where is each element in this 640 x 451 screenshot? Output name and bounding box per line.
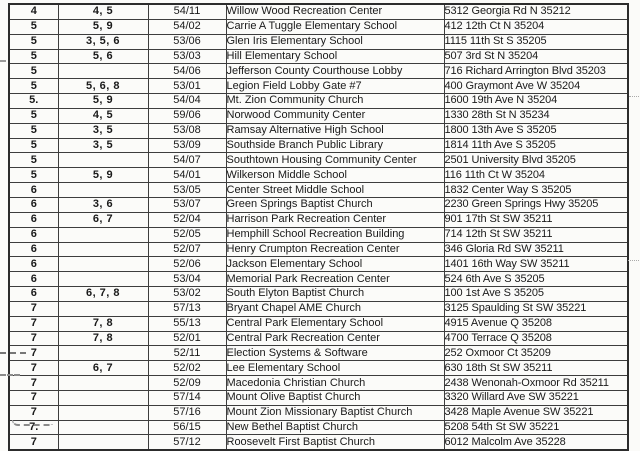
cell-subdistrict-numbers: 4, 5: [58, 108, 148, 123]
cell-district-number: 7: [9, 331, 58, 346]
scan-artifact: [0, 60, 6, 62]
cell-location-name: Hill Elementary School: [226, 49, 444, 64]
cell-district-number: 5: [9, 153, 58, 168]
scan-artifact: [628, 260, 639, 261]
cell-location-name: Jackson Elementary School: [226, 257, 444, 272]
cell-subdistrict-numbers: [58, 390, 148, 405]
cell-precinct-code: 52/11: [148, 346, 226, 361]
cell-district-number: 5: [9, 19, 58, 34]
cell-district-number: 5: [9, 34, 58, 49]
cell-address: 252 Oxmoor Ct 35209: [444, 346, 628, 361]
cell-subdistrict-numbers: [58, 242, 148, 257]
cell-address: 3125 Spaulding St SW 35221: [444, 301, 628, 316]
cell-location-name: Southtown Housing Community Center: [226, 153, 444, 168]
table-row: [9, 108, 628, 123]
scan-artifact: [12, 420, 53, 426]
cell-precinct-code: 57/13: [148, 301, 226, 316]
cell-subdistrict-numbers: 5, 9: [58, 94, 148, 109]
cell-subdistrict-numbers: 7, 8: [58, 316, 148, 331]
cell-address: 1115 11th St S 35205: [444, 34, 628, 49]
cell-district-number: 7: [9, 316, 58, 331]
cell-precinct-code: 57/16: [148, 405, 226, 420]
cell-subdistrict-numbers: 5, 9: [58, 168, 148, 183]
cell-precinct-code: 59/06: [148, 108, 226, 123]
cell-address: 3320 Willard Ave SW 35221: [444, 390, 628, 405]
cell-subdistrict-numbers: [58, 435, 148, 450]
cell-subdistrict-numbers: 5, 6: [58, 49, 148, 64]
cell-subdistrict-numbers: [58, 346, 148, 361]
cell-location-name: Legion Field Lobby Gate #7: [226, 79, 444, 94]
table-row: [9, 197, 628, 212]
cell-location-name: Macedonia Christian Church: [226, 376, 444, 391]
cell-subdistrict-numbers: 3, 5, 6: [58, 34, 148, 49]
cell-address: 1330 28th St N 35234: [444, 108, 628, 123]
cell-location-name: Henry Crumpton Recreation Center: [226, 242, 444, 257]
cell-address: 5208 54th St SW 35221: [444, 420, 628, 435]
cell-precinct-code: 52/09: [148, 376, 226, 391]
cell-location-name: Willow Wood Recreation Center: [226, 4, 444, 19]
cell-precinct-code: 52/02: [148, 361, 226, 376]
cell-subdistrict-numbers: [58, 153, 148, 168]
cell-location-name: Central Park Elementary School: [226, 316, 444, 331]
cell-address: 6012 Malcolm Ave 35228: [444, 435, 628, 450]
cell-location-name: Norwood Community Center: [226, 108, 444, 123]
cell-location-name: Center Street Middle School: [226, 183, 444, 198]
cell-precinct-code: 52/06: [148, 257, 226, 272]
cell-address: 1832 Center Way S 35205: [444, 183, 628, 198]
cell-address: 2230 Green Springs Hwy 35205: [444, 197, 628, 212]
cell-subdistrict-numbers: 3, 6: [58, 197, 148, 212]
cell-district-number: 4: [9, 4, 58, 19]
cell-address: 3428 Maple Avenue SW 35221: [444, 405, 628, 420]
cell-district-number: 5.: [9, 94, 58, 109]
table-row: [9, 4, 628, 19]
cell-precinct-code: 53/03: [148, 49, 226, 64]
cell-address: 4915 Avenue Q 35208: [444, 316, 628, 331]
cell-precinct-code: 53/04: [148, 272, 226, 287]
cell-location-name: Mount Olive Baptist Church: [226, 390, 444, 405]
table-row: [9, 361, 628, 376]
cell-subdistrict-numbers: [58, 257, 148, 272]
cell-address: 5312 Georgia Rd N 35212: [444, 4, 628, 19]
cell-precinct-code: 56/15: [148, 420, 226, 435]
cell-address: 714 12th St SW 35211: [444, 227, 628, 242]
cell-subdistrict-numbers: [58, 376, 148, 391]
cell-address: 1600 19th Ave N 35204: [444, 94, 628, 109]
cell-address: 507 3rd St N 35204: [444, 49, 628, 64]
cell-subdistrict-numbers: [58, 64, 148, 79]
cell-location-name: New Bethel Baptist Church: [226, 420, 444, 435]
table-row: [9, 376, 628, 391]
cell-district-number: 6: [9, 183, 58, 198]
table-row: [9, 346, 628, 361]
table-row: [9, 94, 628, 109]
cell-precinct-code: 53/06: [148, 34, 226, 49]
table-row: [9, 49, 628, 64]
cell-location-name: Mount Zion Missionary Baptist Church: [226, 405, 444, 420]
cell-precinct-code: 52/05: [148, 227, 226, 242]
table-row: [9, 287, 628, 302]
cell-address: 524 6th Ave S 35205: [444, 272, 628, 287]
scan-artifact: [0, 374, 20, 376]
cell-district-number: 6: [9, 242, 58, 257]
cell-address: 4700 Terrace Q 35208: [444, 331, 628, 346]
cell-address: 1401 16th Way SW 35211: [444, 257, 628, 272]
cell-address: 346 Gloria Rd SW 35211: [444, 242, 628, 257]
cell-location-name: Glen Iris Elementary School: [226, 34, 444, 49]
cell-location-name: Green Springs Baptist Church: [226, 197, 444, 212]
cell-precinct-code: 52/01: [148, 331, 226, 346]
cell-subdistrict-numbers: [58, 227, 148, 242]
table-row: [9, 212, 628, 227]
cell-precinct-code: 52/07: [148, 242, 226, 257]
cell-location-name: Central Park Recreation Center: [226, 331, 444, 346]
cell-address: 716 Richard Arrington Blvd 35203: [444, 64, 628, 79]
cell-location-name: Lee Elementary School: [226, 361, 444, 376]
cell-subdistrict-numbers: 3, 5: [58, 123, 148, 138]
cell-subdistrict-numbers: 6, 7: [58, 212, 148, 227]
cell-district-number: 6: [9, 197, 58, 212]
table-row: [9, 435, 628, 450]
cell-district-number: 5: [9, 123, 58, 138]
table-row: [9, 79, 628, 94]
cell-precinct-code: 54/04: [148, 94, 226, 109]
cell-subdistrict-numbers: 7, 8: [58, 331, 148, 346]
cell-district-number: 6: [9, 272, 58, 287]
table-row: [9, 420, 628, 435]
cell-location-name: Bryant Chapel AME Church: [226, 301, 444, 316]
cell-location-name: Southside Branch Public Library: [226, 138, 444, 153]
scan-artifact: [629, 96, 639, 97]
table-row: [9, 168, 628, 183]
cell-district-number: 6: [9, 257, 58, 272]
cell-district-number: 5: [9, 108, 58, 123]
table-row: [9, 316, 628, 331]
cell-subdistrict-numbers: [58, 301, 148, 316]
cell-precinct-code: 53/02: [148, 287, 226, 302]
cell-district-number: 7.: [9, 420, 58, 435]
cell-district-number: 7: [9, 301, 58, 316]
cell-district-number: 6: [9, 287, 58, 302]
cell-subdistrict-numbers: 5, 6, 8: [58, 79, 148, 94]
cell-precinct-code: 53/01: [148, 79, 226, 94]
cell-address: 901 17th St SW 35211: [444, 212, 628, 227]
cell-location-name: Mt. Zion Community Church: [226, 94, 444, 109]
cell-district-number: 6: [9, 212, 58, 227]
table-row: [9, 331, 628, 346]
cell-precinct-code: 53/05: [148, 183, 226, 198]
table-row: [9, 227, 628, 242]
cell-district-number: 7: [9, 376, 58, 391]
cell-precinct-code: 57/12: [148, 435, 226, 450]
cell-address: 2438 Wenonah-Oxmoor Rd 35211: [444, 376, 628, 391]
cell-subdistrict-numbers: 6, 7: [58, 361, 148, 376]
table-body: [9, 4, 628, 450]
cell-subdistrict-numbers: [58, 183, 148, 198]
table-row: [9, 242, 628, 257]
cell-subdistrict-numbers: 3, 5: [58, 138, 148, 153]
cell-location-name: Election Systems & Software: [226, 346, 444, 361]
cell-precinct-code: 53/07: [148, 197, 226, 212]
table-row: [9, 64, 628, 79]
cell-district-number: 6: [9, 227, 58, 242]
cell-precinct-code: 54/02: [148, 19, 226, 34]
cell-subdistrict-numbers: 4, 5: [58, 4, 148, 19]
table-row: [9, 153, 628, 168]
cell-address: 116 11th Ct W 35204: [444, 168, 628, 183]
cell-location-name: Harrison Park Recreation Center: [226, 212, 444, 227]
cell-district-number: 5: [9, 138, 58, 153]
cell-subdistrict-numbers: [58, 272, 148, 287]
cell-address: 2501 University Blvd 35205: [444, 153, 628, 168]
cell-address: 1800 13th Ave S 35205: [444, 123, 628, 138]
cell-subdistrict-numbers: [58, 405, 148, 420]
table-row: [9, 34, 628, 49]
cell-precinct-code: 53/09: [148, 138, 226, 153]
cell-precinct-code: 53/08: [148, 123, 226, 138]
cell-location-name: Jefferson County Courthouse Lobby: [226, 64, 444, 79]
table-row: [9, 257, 628, 272]
scan-artifact: [0, 352, 26, 354]
cell-district-number: 5: [9, 168, 58, 183]
table-row: [9, 19, 628, 34]
cell-precinct-code: 52/04: [148, 212, 226, 227]
table-row: [9, 405, 628, 420]
cell-address: 412 12th Ct N 35204: [444, 19, 628, 34]
table-row: [9, 138, 628, 153]
cell-precinct-code: 57/14: [148, 390, 226, 405]
cell-precinct-code: 54/11: [148, 4, 226, 19]
cell-location-name: Wilkerson Middle School: [226, 168, 444, 183]
cell-district-number: 5: [9, 49, 58, 64]
cell-address: 1814 11th Ave S 35205: [444, 138, 628, 153]
cell-district-number: 7: [9, 361, 58, 376]
cell-district-number: 7: [9, 346, 58, 361]
table-row: [9, 390, 628, 405]
cell-district-number: 5: [9, 64, 58, 79]
polling-places-table: [8, 3, 629, 451]
cell-location-name: Memorial Park Recreation Center: [226, 272, 444, 287]
cell-address: 630 18th St SW 35211: [444, 361, 628, 376]
table-row: [9, 183, 628, 198]
table-row: [9, 301, 628, 316]
table-row: [9, 123, 628, 138]
cell-subdistrict-numbers: [58, 420, 148, 435]
cell-precinct-code: 54/07: [148, 153, 226, 168]
cell-precinct-code: 54/06: [148, 64, 226, 79]
cell-address: 400 Graymont Ave W 35204: [444, 79, 628, 94]
cell-precinct-code: 54/01: [148, 168, 226, 183]
cell-district-number: 7: [9, 390, 58, 405]
cell-subdistrict-numbers: 5, 9: [58, 19, 148, 34]
cell-location-name: Ramsay Alternative High School: [226, 123, 444, 138]
cell-district-number: 7: [9, 405, 58, 420]
cell-district-number: 7: [9, 435, 58, 450]
cell-district-number: 5: [9, 79, 58, 94]
cell-location-name: South Elyton Baptist Church: [226, 287, 444, 302]
cell-subdistrict-numbers: 6, 7, 8: [58, 287, 148, 302]
cell-location-name: Roosevelt First Baptist Church: [226, 435, 444, 450]
cell-precinct-code: 55/13: [148, 316, 226, 331]
table-row: [9, 272, 628, 287]
cell-location-name: Carrie A Tuggle Elementary School: [226, 19, 444, 34]
cell-address: 100 1st Ave S 35205: [444, 287, 628, 302]
cell-location-name: Hemphill School Recreation Building: [226, 227, 444, 242]
